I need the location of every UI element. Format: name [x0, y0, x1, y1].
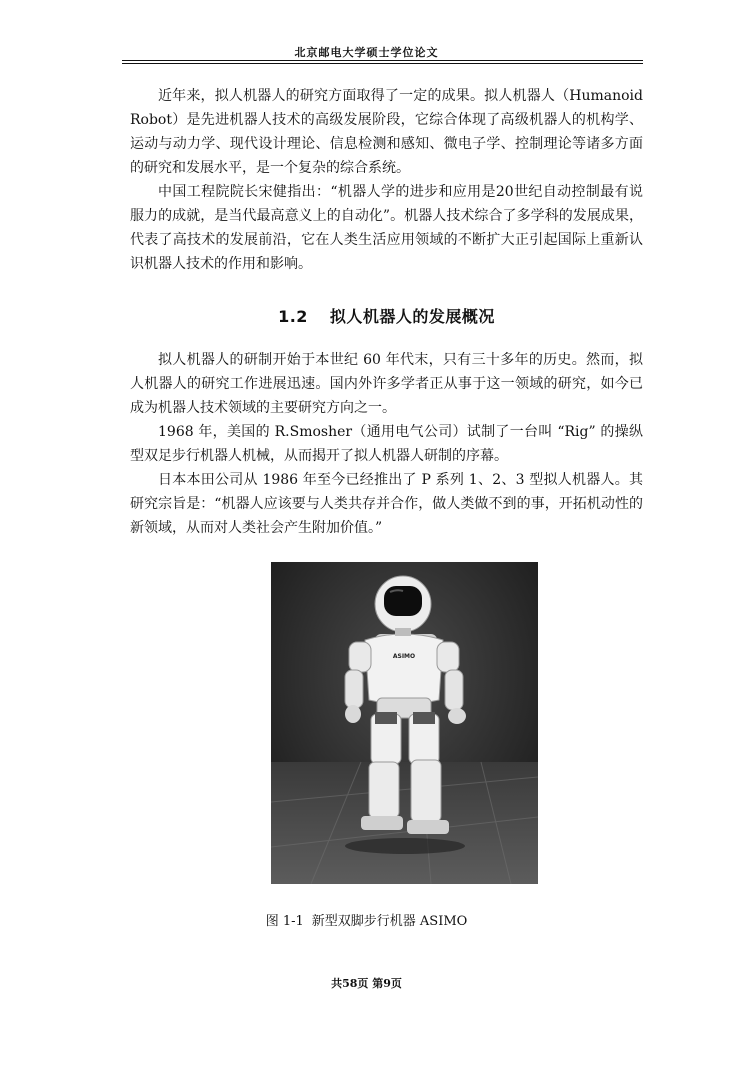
- robot-chest-label: ASIMO: [392, 653, 416, 660]
- section-heading: [130, 304, 643, 327]
- shadow: [345, 838, 465, 854]
- page-header: 北京邮电大学硕士学位论文: [294, 46, 439, 59]
- header-rule-thin: [122, 63, 643, 64]
- left-foot: [361, 816, 403, 830]
- header-rule-thick: [122, 60, 643, 61]
- figure-number: 图 1-1: [265, 914, 304, 929]
- right-hip-joint: [413, 712, 435, 724]
- asimo-photo: [271, 562, 538, 884]
- right-shoulder: [437, 642, 459, 672]
- left-shoulder: [349, 642, 371, 672]
- right-shin: [411, 760, 441, 822]
- paragraph-1968-rig: 1968 年，美国的 R.Smosher（通用电气公司）试制了一台叫 “Rig” 的操纵型双足步行机器人机械，从而揭开了拟人机器人研制的序幕。: [130, 424, 643, 464]
- left-forearm: [345, 670, 363, 708]
- left-shin: [369, 762, 399, 818]
- neck: [395, 628, 411, 636]
- page-footer: 共58页 第9页: [331, 977, 402, 990]
- history-text-block: [130, 348, 643, 540]
- figure-caption: [0, 910, 733, 929]
- paragraph-history-overview: 拟人机器人的研制开始于本世纪 60 年代末，只有三十多年的历史。然而，拟人机器人的研究工作进展迅速。国内外许多学者正从事于这一领域的研究，如今已成为机器人技术领域的主要研究方向之一。: [130, 352, 643, 416]
- left-hand: [345, 705, 361, 723]
- asimo-illustration: [271, 562, 538, 884]
- left-hip-joint: [375, 712, 397, 724]
- paragraph-song-jian-quote: 中国工程院院长宋健指出：“机器人学的进步和应用是20世纪自动控制最有说服力的成就，是当代最高意义上的自动化”。机器人技术综合了多学科的发展成果，代表了高技术的发展前沿，它在人类生活应用领域的不断扩大正引起国际上重新认识机器人技术的作用和影响。: [130, 184, 643, 272]
- section-number: 1.2: [278, 307, 308, 326]
- right-forearm: [445, 670, 463, 710]
- figure-caption-text: 新型双脚步行机器 ASIMO: [311, 914, 468, 929]
- intro-text-block: [130, 84, 643, 276]
- right-foot: [407, 820, 449, 834]
- section-title: 拟人机器人的发展概况: [329, 307, 495, 326]
- paragraph-humanoid-intro: 近年来，拟人机器人的研究方面取得了一定的成果。拟人机器人（Humanoid Robot）是先进机器人技术的高级发展阶段，它综合体现了高级机器人的机构学、运动与动力学、现代设计理论、信息检测和感知、微电子学、控制理论等诸多方面的研究和发展水平，是一个复杂的综合系统。: [130, 88, 643, 176]
- right-hand: [448, 708, 466, 724]
- torso: [365, 634, 443, 704]
- paragraph-honda-p-series: 日本本田公司从 1986 年至今已经推出了 P 系列 1、2、3 型拟人机器人。其研究宗旨是：“机器人应该要与人类共存并合作，做人类做不到的事，开拓机动性的新领域，从而对人类社会产生附加价值。”: [130, 472, 643, 536]
